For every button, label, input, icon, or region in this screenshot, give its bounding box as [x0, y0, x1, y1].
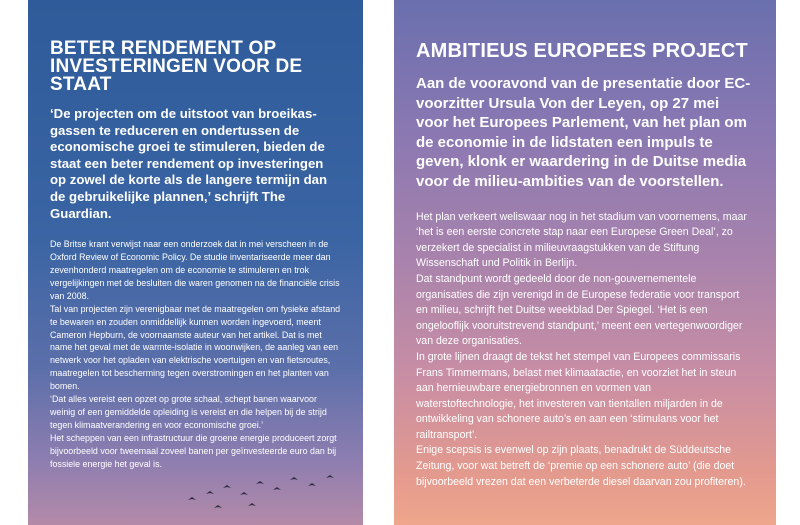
right-article-body — [416, 210, 754, 491]
right-paragraph-1: Het plan verkeert weliswaar nog in het stadium van voornemens, maar ‘het is een eerste concrete stap naar een Europese Green Deal’, zo verzekert de specialist in milieuvraagstukken van de Stiftung Wissenschaft und Politik in Berlijn. — [416, 210, 747, 270]
right-article-title: AMBITIEUS EUROPEES PROJECT — [416, 40, 748, 62]
right-paragraph-4: Enige scepsis is evenwel op zijn plaats, benadrukt de Süddeutsche Zeitung, voor wat betreft de ‘premie op een schonere auto’ (die doet bijvoorbeeld vrezen dat een verbeterde diesel daarvan zou profiteren). — [416, 444, 746, 488]
left-paragraph-1: De Britse krant verwijst naar een onderzoek dat in mei verscheen in de Oxford Review of Economic Policy. De studie inventariseerde meer dan zevenhonderd maatregelen om de economie te stimuleren en trok vergelijkingen met de besluiten die waren genomen na de financiële crisis van 2008. — [50, 239, 340, 301]
left-article-title: BETER RENDEMENT OP INVESTERINGEN VOOR DE STAAT — [50, 38, 303, 95]
left-paragraph-3: ‘Dat alles vereist een opzet op grote schaal, schept banen waarvoor weinig of een gemiddelde opleiding is vereist en die helpen bij de strijd tegen klimaatverandering en voor economische groei.’ — [50, 394, 327, 430]
birds-flock-icon — [178, 470, 358, 525]
left-paragraph-2: Tal van projecten zijn verenigbaar met de maatregelen om fysieke afstand te bewaren en zouden onmiddellijk kunnen worden ingevoerd, meent Cameron Hepburn, de voornaamste auteur van het artikel. Dat is met name het geval met de warmte-isolatie in woonwijken, de aanleg van een netwerk voor het opladen van elektrische voertuigen en van fietsroutes, maatregelen tot bescherming tegen overstromingen en het planten van bomen. — [50, 303, 341, 392]
left-paragraph-4: Het scheppen van een infrastructuur die groene energie produceert zorgt bijvoorbeeld voor tweemaal zoveel banen per geïnvesteerde euro dan bij fossiele energie het geval is. — [50, 432, 337, 469]
left-article-lead: ‘De projecten om de uitstoot van broeikasgassen te reduceren en ondertussen de economische groei te stimuleren, bieden de staat een beter rendement op investeringen op zowel de korte als de langere termijn dan de gebruikelijke plannen,’ schrijft The Guardian. — [50, 106, 328, 221]
right-article-lead: Aan de vooravond van de presentatie door EC-voorzitter Ursula Von der Leyen, op 27 mei voor het Europees Parlement, van het plan om de economie in de lidstaten een impuls te geven, klonk er waardering in de Duitse media voor de milieu-ambities van de voorstellen. — [416, 75, 751, 190]
left-article-body — [50, 238, 341, 470]
right-paragraph-3: In grote lijnen draagt de tekst het stempel van Europees commissaris Frans Timmermans, belast met klimaatactie, en voorziet het in steun aan hernieuwbare energiebronnen en vormen van waterstoftechnologie, het investeren van tientallen miljarden in de ontwikkeling van schonere auto’s en aan een ‘stimulans voor het railtransport’. — [416, 350, 741, 441]
left-article-panel — [28, 0, 363, 525]
right-paragraph-2: Dat standpunt wordt gedeeld door de non-gouvernementele organisaties die zijn verenigd in de Europese federatie voor transport en milieu, schrijft het Duitse weekblad Der Spiegel. ‘Het is een ongelooflijk vooruitstrevend standpunt,’ meent een vertegenwoordiger van deze organisaties. — [416, 272, 743, 348]
right-article-panel — [394, 0, 776, 525]
